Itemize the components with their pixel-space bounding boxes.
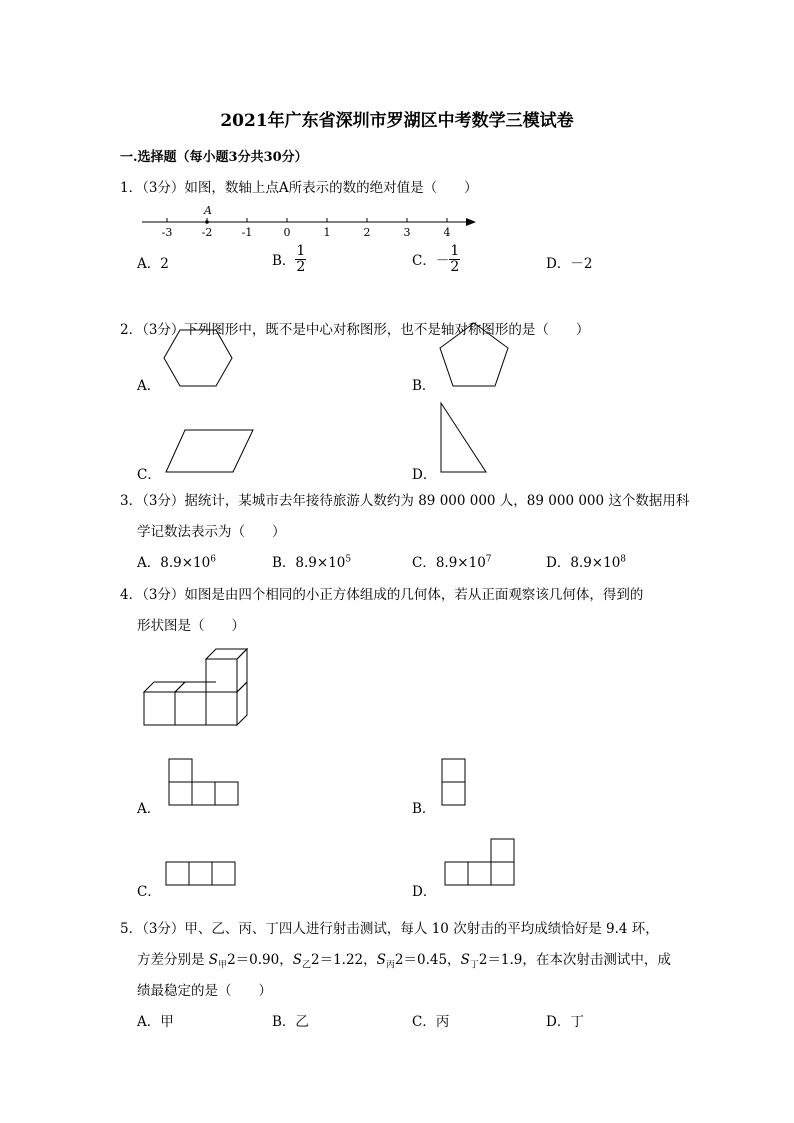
q4-view-c-figure bbox=[164, 860, 240, 888]
q5-subscript-ding: 丁 bbox=[469, 960, 479, 971]
pentagon-figure bbox=[436, 320, 516, 390]
q5-stem-line1: 5．（3分）甲、乙、丙、丁四人进行射击测试，每人 10 次射击的平均成绩恰好是 9.4 环， bbox=[120, 921, 659, 937]
q3-stem-line2: 学记数法表示为（ ） bbox=[137, 524, 286, 540]
number-line-tick-label: -1 bbox=[241, 226, 253, 239]
q3-option-a bbox=[137, 551, 216, 571]
q4-view-a-figure bbox=[167, 757, 243, 807]
q1-option-d: D．－2 bbox=[546, 256, 593, 272]
q4-option-d: D． bbox=[412, 884, 437, 900]
q5-stem-line3: 绩最稳定的是（ ） bbox=[137, 983, 272, 999]
q5-s-symbol-3: S bbox=[376, 952, 386, 968]
q5-stem-line2 bbox=[137, 948, 671, 971]
q4-option-a: A． bbox=[137, 801, 161, 817]
q3-option-c-exponent: 7 bbox=[485, 554, 492, 565]
number-line-tick-label: 1 bbox=[323, 226, 331, 239]
q5-variance-jia: 2＝0.90， bbox=[227, 952, 293, 968]
q5-s-symbol-4: S bbox=[460, 952, 470, 968]
q3-option-d bbox=[546, 551, 626, 571]
number-line-tick-label: 0 bbox=[283, 226, 291, 239]
q1-option-b-fraction bbox=[295, 244, 306, 274]
q4-stem-line2: 形状图是（ ） bbox=[137, 618, 245, 634]
point-a-label: A bbox=[204, 204, 212, 217]
q3-stem-line1: 3．（3分）据统计，某城市去年接待旅游人数约为 89 000 000 人，89 000 000 这个数据用科 bbox=[120, 493, 690, 509]
q1-option-c-numerator: 1 bbox=[450, 243, 460, 259]
q2-option-c: C． bbox=[137, 467, 161, 483]
q4-stem-line1: 4．（3分）如图是由四个相同的小正方体组成的几何体，若从正面观察该几何体，得到的 bbox=[120, 587, 644, 603]
q4-view-b-figure bbox=[440, 757, 470, 807]
q3-option-d-exponent: 8 bbox=[620, 554, 627, 565]
q5-variance-yi: 2＝1.22， bbox=[310, 952, 377, 968]
q4-option-b: B． bbox=[412, 801, 436, 817]
hexagon-figure bbox=[160, 328, 236, 388]
q5-subscript-bing: 丙 bbox=[385, 960, 395, 971]
q1-option-c bbox=[412, 244, 460, 274]
q1-option-c-fraction bbox=[449, 244, 460, 274]
q5-option-b: B．乙 bbox=[272, 1014, 309, 1030]
q1-option-c-denominator: 2 bbox=[450, 258, 460, 275]
number-line-tick-label: 4 bbox=[443, 226, 451, 239]
q3-option-c-base: C．8.9×10 bbox=[412, 555, 486, 571]
q5-variance-bing: 2＝0.45， bbox=[394, 952, 461, 968]
q1-option-b-denominator: 2 bbox=[296, 258, 306, 275]
q3-option-c bbox=[412, 551, 492, 571]
number-line-tick-label: 2 bbox=[363, 226, 371, 239]
q1-stem: 1．（3分）如图，数轴上点A所表示的数的绝对值是（ ） bbox=[120, 180, 478, 196]
q5-variance-ding: 2＝1.9，在本次射击测试中，成 bbox=[478, 952, 671, 968]
page-title: 2021年广东省深圳市罗湖区中考数学三模试卷 bbox=[220, 111, 574, 131]
q1-option-b-prefix: B． bbox=[272, 253, 296, 270]
q1-option-a: A．2 bbox=[137, 256, 169, 272]
q5-option-a: A．甲 bbox=[137, 1014, 174, 1030]
q3-option-b-base: B．8.9×10 bbox=[272, 555, 346, 571]
number-line-tick-label: -3 bbox=[161, 226, 173, 239]
q5-option-c: C．丙 bbox=[412, 1014, 450, 1030]
parallelogram-figure bbox=[163, 426, 257, 476]
section-heading: 一.选择题（每小题3分共30分） bbox=[120, 150, 308, 165]
q2-option-d: D． bbox=[412, 467, 437, 483]
number-line-figure bbox=[140, 200, 480, 240]
q2-stem: 2．（3分）下列图形中，既不是中心对称图形，也不是轴对称图形的是（ ） bbox=[120, 322, 590, 338]
number-line-tick-label: -2 bbox=[201, 226, 213, 239]
q3-option-b-exponent: 5 bbox=[345, 554, 352, 565]
q4-view-d-figure bbox=[443, 837, 519, 889]
q2-option-b: B． bbox=[412, 378, 436, 394]
q2-option-a: A． bbox=[137, 378, 161, 394]
q3-option-a-base: A．8.9×10 bbox=[137, 555, 211, 571]
q5-subscript-jia: 甲 bbox=[218, 960, 228, 971]
q3-option-b bbox=[272, 551, 351, 571]
q3-option-d-base: D．8.9×10 bbox=[546, 555, 621, 571]
number-line-tick-label: 3 bbox=[403, 226, 411, 239]
q1-option-b bbox=[272, 244, 306, 274]
q1-option-c-prefix: C．－ bbox=[412, 253, 450, 270]
q5-subscript-yi: 乙 bbox=[301, 960, 311, 971]
right-triangle-figure bbox=[436, 400, 492, 476]
q5-s-symbol-2: S bbox=[292, 952, 302, 968]
q5-variance-intro: 方差分别是 bbox=[137, 952, 209, 968]
q5-option-d: D．丁 bbox=[546, 1014, 584, 1030]
point-a-dot bbox=[205, 220, 209, 224]
cube-solid-figure bbox=[140, 648, 252, 730]
q1-option-b-numerator: 1 bbox=[296, 243, 306, 259]
q4-option-c: C． bbox=[137, 884, 161, 900]
number-line-arrow bbox=[466, 218, 476, 226]
q5-s-symbol-1: S bbox=[208, 952, 219, 968]
q3-option-a-exponent: 6 bbox=[210, 554, 216, 565]
